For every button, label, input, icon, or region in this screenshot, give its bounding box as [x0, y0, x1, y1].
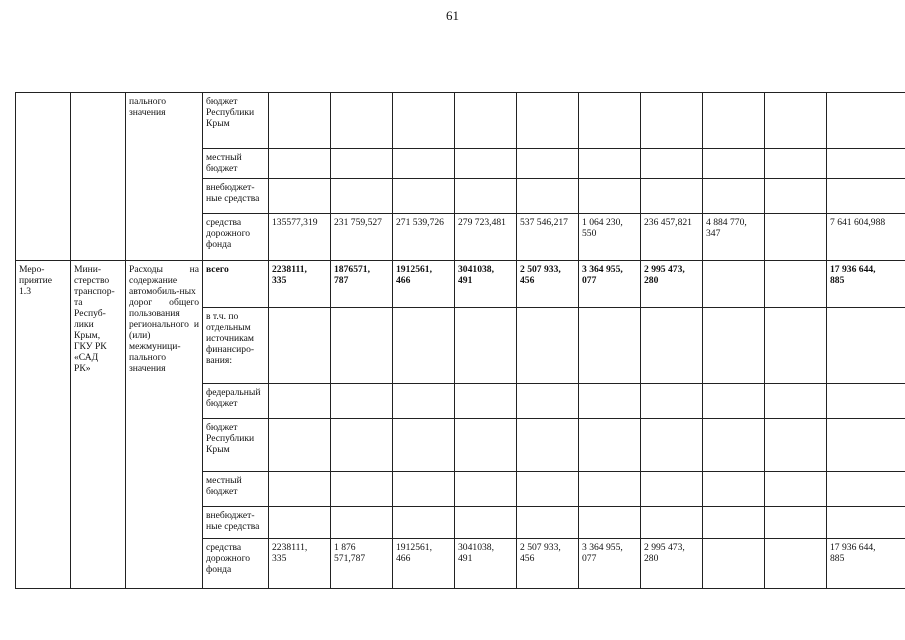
activity-name-cell: Меро- приятие 1.3 — [16, 261, 71, 589]
amount-cell — [579, 507, 641, 539]
amount-cell — [641, 149, 703, 179]
amount-cell: 279 723,481 — [455, 214, 517, 261]
amount-cell — [827, 179, 905, 214]
amount-cell — [517, 308, 579, 384]
amount-cell: 1876571, 787 — [331, 261, 393, 308]
amount-cell: 4 884 770, 347 — [703, 214, 765, 261]
amount-cell — [579, 93, 641, 149]
amount-cell — [765, 261, 827, 308]
executor-cell — [71, 93, 126, 261]
amount-cell — [703, 308, 765, 384]
amount-cell — [455, 93, 517, 149]
table-row — [16, 93, 905, 149]
amount-cell — [579, 419, 641, 472]
table-body — [16, 93, 905, 589]
amount-cell — [579, 384, 641, 419]
amount-cell — [827, 308, 905, 384]
amount-cell — [765, 214, 827, 261]
amount-cell: 2238111, 335 — [269, 261, 331, 308]
amount-cell — [393, 149, 455, 179]
amount-cell: 2 995 473, 280 — [641, 539, 703, 589]
funding-source-cell: внебюджет- ные средства — [203, 507, 269, 539]
amount-cell: 3041038, 491 — [455, 539, 517, 589]
amount-cell: 1 064 230, 550 — [579, 214, 641, 261]
amount-cell — [269, 93, 331, 149]
amount-cell: 135577,319 — [269, 214, 331, 261]
amount-cell: 17 936 644, 885 — [827, 261, 905, 308]
amount-cell — [269, 308, 331, 384]
amount-cell: 2 507 933, 456 — [517, 539, 579, 589]
amount-cell — [579, 179, 641, 214]
amount-cell — [331, 93, 393, 149]
amount-cell — [703, 419, 765, 472]
amount-cell — [765, 539, 827, 589]
amount-cell — [393, 419, 455, 472]
amount-cell — [703, 507, 765, 539]
amount-cell: 7 641 604,988 — [827, 214, 905, 261]
amount-cell — [455, 308, 517, 384]
amount-cell — [517, 149, 579, 179]
amount-cell — [827, 93, 905, 149]
amount-cell — [579, 149, 641, 179]
amount-cell — [765, 93, 827, 149]
description-cell: пального значения — [126, 93, 203, 261]
amount-cell — [765, 179, 827, 214]
amount-cell: 1912561, 466 — [393, 261, 455, 308]
amount-cell — [703, 384, 765, 419]
amount-cell: 1 876 571,787 — [331, 539, 393, 589]
amount-cell — [269, 149, 331, 179]
amount-cell — [269, 179, 331, 214]
activity-name-cell — [16, 93, 71, 261]
funding-source-cell: местный бюджет — [203, 472, 269, 507]
amount-cell — [765, 472, 827, 507]
financing-table — [15, 92, 905, 589]
amount-cell — [703, 93, 765, 149]
amount-cell — [827, 384, 905, 419]
amount-cell: 236 457,821 — [641, 214, 703, 261]
amount-cell — [517, 93, 579, 149]
amount-cell — [703, 261, 765, 308]
amount-cell: 2238111, 335 — [269, 539, 331, 589]
amount-cell — [455, 179, 517, 214]
amount-cell — [331, 472, 393, 507]
amount-cell — [331, 179, 393, 214]
table-row — [16, 261, 905, 308]
amount-cell — [517, 472, 579, 507]
amount-cell — [765, 149, 827, 179]
amount-cell: 2 507 933, 456 — [517, 261, 579, 308]
amount-cell — [641, 507, 703, 539]
amount-cell — [455, 384, 517, 419]
amount-cell — [765, 308, 827, 384]
amount-cell — [393, 179, 455, 214]
amount-cell — [703, 539, 765, 589]
amount-cell: 271 539,726 — [393, 214, 455, 261]
amount-cell — [455, 149, 517, 179]
amount-cell: 3041038, 491 — [455, 261, 517, 308]
amount-cell — [331, 507, 393, 539]
amount-cell: 231 759,527 — [331, 214, 393, 261]
amount-cell: 537 546,217 — [517, 214, 579, 261]
amount-cell: 1912561, 466 — [393, 539, 455, 589]
funding-source-cell: местный бюджет — [203, 149, 269, 179]
amount-cell — [455, 507, 517, 539]
amount-cell — [517, 384, 579, 419]
funding-source-cell: бюджет Республики Крым — [203, 93, 269, 149]
amount-cell — [765, 419, 827, 472]
amount-cell — [641, 179, 703, 214]
amount-cell — [641, 308, 703, 384]
amount-cell — [269, 384, 331, 419]
amount-cell — [641, 419, 703, 472]
funding-source-cell: внебюджет- ные средства — [203, 179, 269, 214]
funding-source-cell: федеральный бюджет — [203, 384, 269, 419]
amount-cell — [393, 472, 455, 507]
page-number: 61 — [446, 8, 459, 23]
funding-source-cell: всего — [203, 261, 269, 308]
amount-cell — [269, 507, 331, 539]
amount-cell — [827, 149, 905, 179]
amount-cell — [331, 419, 393, 472]
amount-cell — [827, 507, 905, 539]
amount-cell — [579, 472, 641, 507]
amount-cell — [331, 308, 393, 384]
amount-cell — [517, 507, 579, 539]
amount-cell: 2 995 473, 280 — [641, 261, 703, 308]
amount-cell — [517, 419, 579, 472]
amount-cell — [703, 472, 765, 507]
amount-cell — [393, 384, 455, 419]
amount-cell — [269, 419, 331, 472]
amount-cell — [827, 472, 905, 507]
amount-cell — [641, 384, 703, 419]
amount-cell — [579, 308, 641, 384]
amount-cell — [517, 179, 579, 214]
amount-cell — [827, 419, 905, 472]
amount-cell: 3 364 955, 077 — [579, 261, 641, 308]
amount-cell — [331, 149, 393, 179]
amount-cell — [703, 149, 765, 179]
funding-source-cell: средства дорожного фонда — [203, 214, 269, 261]
amount-cell — [269, 472, 331, 507]
amount-cell — [765, 384, 827, 419]
funding-source-cell: бюджет Республики Крым — [203, 419, 269, 472]
amount-cell — [393, 507, 455, 539]
amount-cell — [641, 93, 703, 149]
amount-cell — [393, 93, 455, 149]
funding-source-cell: в т.ч. по отдельным источникам финансиро- вания: — [203, 308, 269, 384]
amount-cell — [455, 472, 517, 507]
amount-cell: 3 364 955, 077 — [579, 539, 641, 589]
amount-cell — [765, 507, 827, 539]
amount-cell — [641, 472, 703, 507]
amount-cell: 17 936 644, 885 — [827, 539, 905, 589]
amount-cell — [393, 308, 455, 384]
funding-source-cell: средства дорожного фонда — [203, 539, 269, 589]
amount-cell — [331, 384, 393, 419]
amount-cell — [703, 179, 765, 214]
executor-cell: Мини- стерство транспор- та Респуб- лики Крым, ГКУ РК «САД РК» — [71, 261, 126, 589]
description-cell: Расходы на содержание автомобиль-ных дорог общего пользования регионального и (или) межмуници-пального значения — [126, 261, 203, 589]
amount-cell — [455, 419, 517, 472]
